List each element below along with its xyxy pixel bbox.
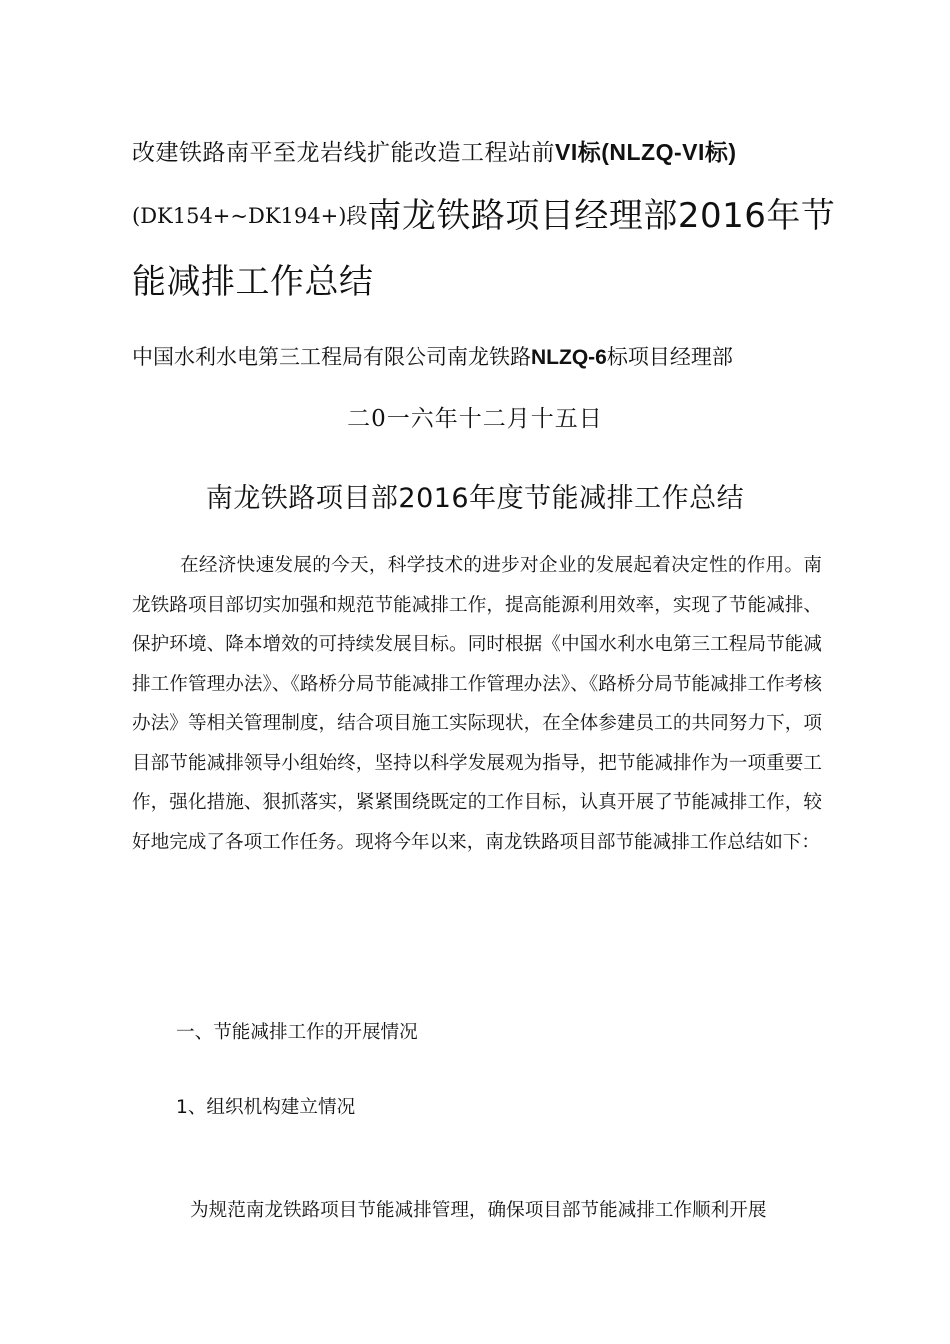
cover-title-section-code: VI标(NLZQ-VI标) xyxy=(555,139,737,165)
cover-title-line-2 xyxy=(132,188,835,237)
section-heading: 一、节能减排工作的开展情况 xyxy=(176,1022,418,1043)
organization-section-code: NLZQ-6 xyxy=(531,346,607,369)
subsection-heading: 1、组织机构建立情况 xyxy=(176,1097,356,1118)
organization-prefix: 中国水利水电第三工程局有限公司南龙铁路 xyxy=(132,345,531,369)
cover-title-line-3: 能减排工作总结 xyxy=(132,262,374,302)
document-date: 二0一六年十二月十五日 xyxy=(347,406,603,432)
cover-title-main: 南龙铁路项目经理部2016年节 xyxy=(367,196,836,236)
organization-name xyxy=(132,341,733,371)
document-title: 南龙铁路项目部2016年度节能减排工作总结 xyxy=(205,483,745,514)
cover-title-line-1 xyxy=(132,134,737,167)
cover-title-prefix: 改建铁路南平至龙岩线扩能改造工程站前 xyxy=(132,140,555,166)
cover-title-mileage: (DK154+~DK194+)段 xyxy=(132,204,368,228)
intro-paragraph: 在经济快速发展的今天，科学技术的进步对企业的发展起着决定性的作用。南龙铁路项目部切实加强和规范节能减排工作，提高能源利用效率，实现了节能减排、保护环境、降本增效的可持续发展目标。同时根据《中国水利水电第三工程局节能减排工作管理办法》、《路桥分局节能减排工作管理办法》、《路桥分局节能减排工作考核办法》等相关管理制度，结合项目施工实际现状，在全体参建员工的共同努力下，项目部节能减排领导小组始终，坚持以科学发展观为指导，把节能减排作为一项重要工作，强化措施、狠抓落实，紧紧围绕既定的工作目标，认真开展了节能减排工作，较好地完成了各项工作任务。现将今年以来，南龙铁路项目部节能减排工作总结如下： xyxy=(132,555,822,853)
organization-suffix: 标项目经理部 xyxy=(606,345,733,369)
paragraph-continuation: 为规范南龙铁路项目节能减排管理，确保项目部节能减排工作顺利开展 xyxy=(190,1200,767,1221)
